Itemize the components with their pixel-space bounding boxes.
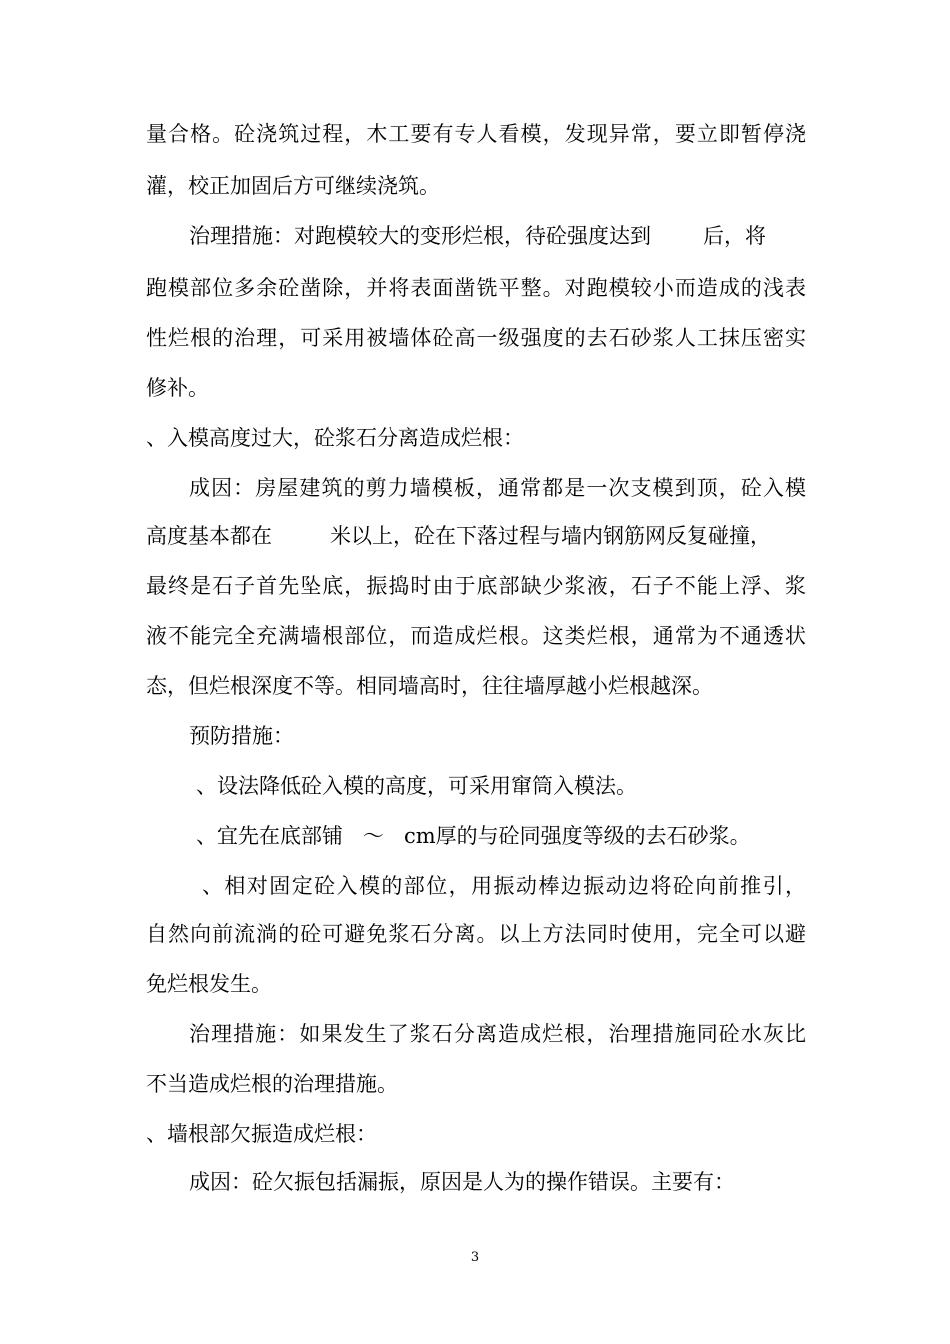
- paragraph-line: 治理措施：如果发生了浆石分离造成烂根，治理措施同砼水灰比: [189, 1022, 806, 1046]
- paragraph-line: 修补。: [146, 376, 209, 400]
- paragraph-line: 态，但烂根深度不等。相同墙高时，往往墙厚越小烂根越深。: [146, 674, 713, 698]
- paragraph-line: 自然向前流淌的砼可避免浆石分离。以上方法同时使用，完全可以避: [146, 922, 806, 946]
- paragraph-line: 最终是石子首先坠底，振捣时由于底部缺少浆液，石子不能上浮、浆: [146, 574, 806, 598]
- page-number: 3: [470, 1250, 480, 1265]
- text-segment: 米以上，砼在下落过程与墙内钢筋网反复碰撞，: [330, 524, 771, 548]
- text-segment: cm厚的与砼同强度等级的去石砂浆。: [404, 824, 751, 848]
- paragraph-line: 成因：房屋建筑的剪力墙模板，通常都是一次支模到顶，砼入模: [189, 476, 806, 500]
- section-heading: 、入模高度过大，砼浆石分离造成烂根：: [146, 426, 524, 450]
- paragraph-line: [189, 222, 766, 250]
- list-item: [196, 822, 751, 850]
- paragraph-line: 跑模部位多余砼凿除，并将表面凿铣平整。对跑模较小而造成的浅表: [146, 276, 806, 300]
- paragraph-line: 量合格。砼浇筑过程，木工要有专人看模，发现异常，要立即暂停浇: [146, 122, 806, 146]
- paragraph-line: 预防措施：: [189, 724, 294, 748]
- text-segment: 、宜先在底部铺: [196, 824, 343, 848]
- paragraph-line: 不当造成烂根的治理措施。: [146, 1072, 398, 1096]
- paragraph-line: 免烂根发生。: [146, 972, 272, 996]
- paragraph-line: [146, 522, 771, 550]
- paragraph-line: 灌，校正加固后方可继续浇筑。: [146, 174, 440, 198]
- paragraph-line: 性烂根的治理，可采用被墙体砼高一级强度的去石砂浆人工抹压密实: [146, 326, 806, 350]
- text-segment: 治理措施：对跑模较大的变形烂根，待砼强度达到: [189, 224, 651, 248]
- list-item: 、设法降低砼入模的高度，可采用窜筒入模法。: [196, 774, 637, 798]
- paragraph-line: 液不能完全充满墙根部位，而造成烂根。这类烂根，通常为不通透状: [146, 624, 806, 648]
- list-item: 、相对固定砼入模的部位，用振动棒边振动边将砼向前推引，: [202, 874, 806, 898]
- text-segment: ～: [363, 824, 384, 848]
- text-segment: 高度基本都在: [146, 524, 272, 548]
- section-heading: 、墙根部欠振造成烂根：: [146, 1122, 377, 1146]
- text-segment: 后，将: [703, 224, 766, 248]
- paragraph-line: 成因：砼欠振包括漏振，原因是人为的操作错误。主要有：: [189, 1170, 735, 1194]
